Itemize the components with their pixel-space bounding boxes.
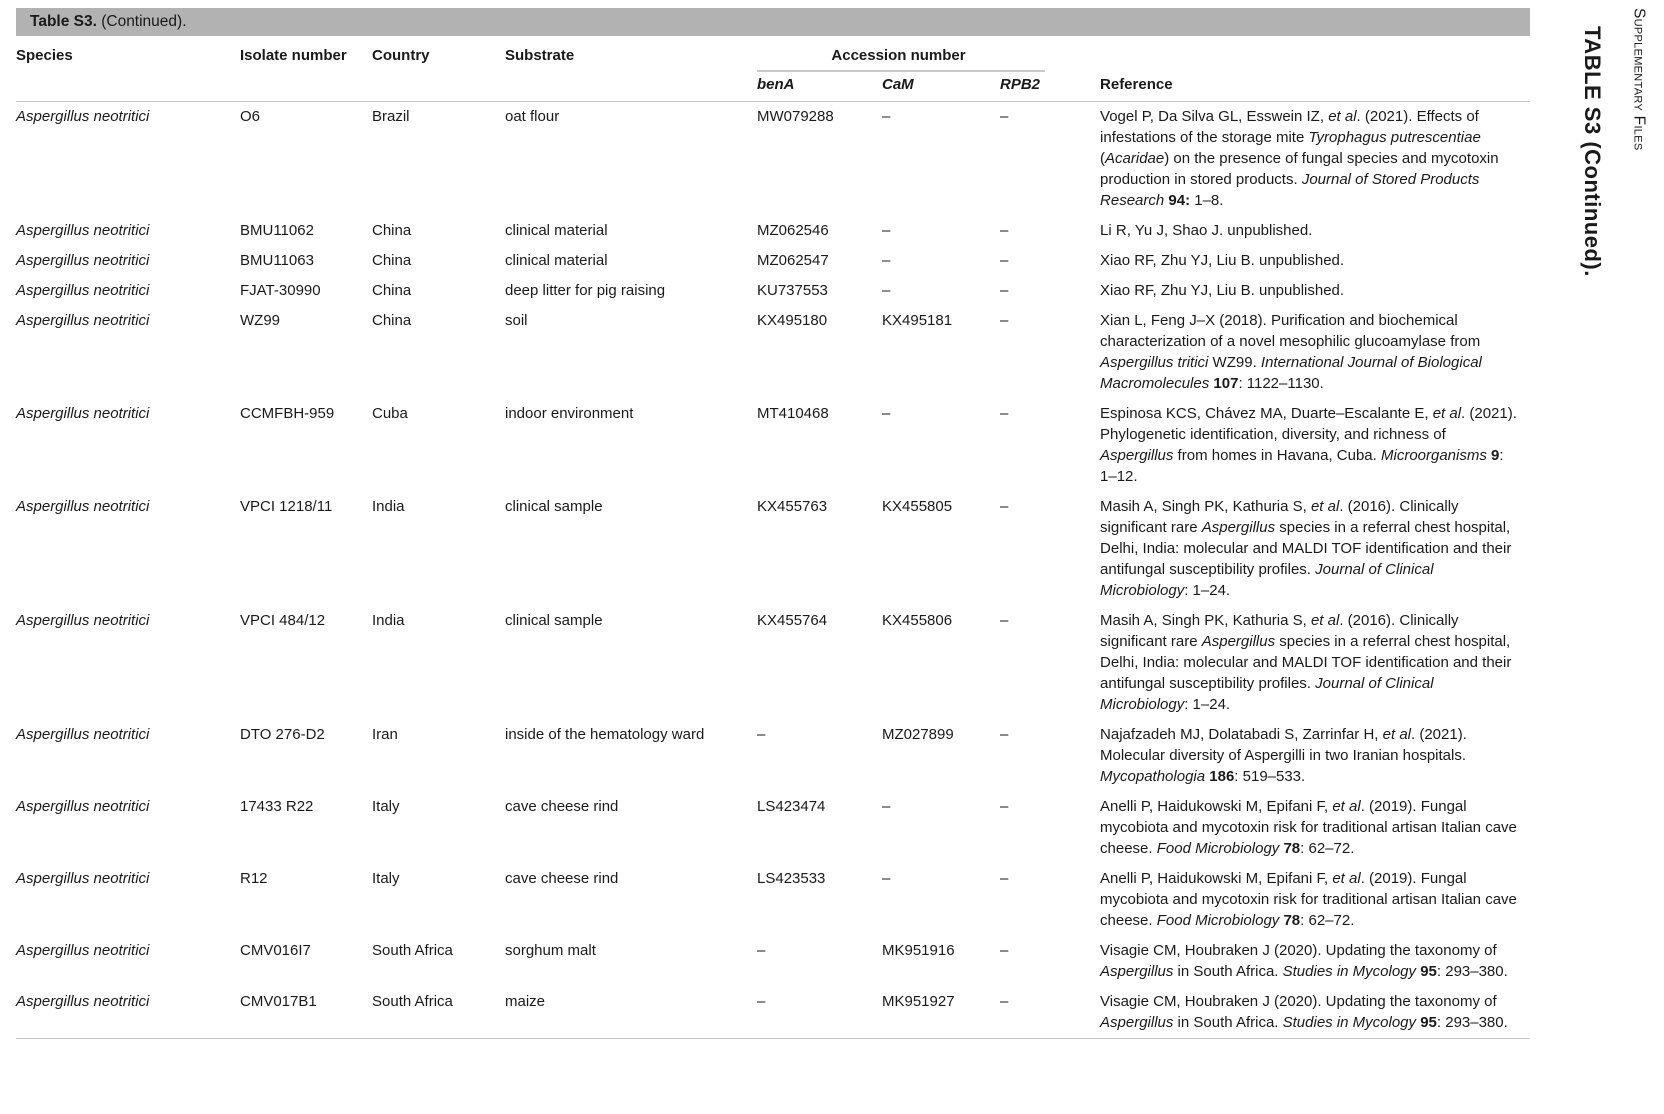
species-cell: Aspergillus neotritici	[16, 498, 150, 515]
country-cell: South Africa	[372, 942, 453, 959]
column-header-substrate: Substrate	[505, 36, 757, 102]
RPB2-accession-cell: –	[1000, 870, 1009, 887]
country-cell: Italy	[372, 798, 400, 815]
table-body	[16, 102, 1530, 1039]
benA-accession-cell: KX495180	[757, 312, 828, 329]
RPB2-accession-cell: –	[1000, 252, 1009, 269]
CaM-accession-cell: MK951916	[882, 942, 955, 959]
species-cell: Aspergillus neotritici	[16, 222, 150, 239]
substrate-cell: oat flour	[505, 108, 560, 125]
reference-cell: Li R, Yu J, Shao J. unpublished.	[1100, 222, 1313, 239]
isolate-number-cell: CMV016I7	[240, 942, 311, 959]
isolate-number-cell: 17433 R22	[240, 798, 314, 815]
reference-cell: Visagie CM, Houbraken J (2020). Updating the taxonomy of Aspergillus in South Africa. Studies in Mycology 95: 293–380.	[1100, 942, 1508, 980]
benA-accession-cell: KX455763	[757, 498, 828, 515]
substrate-cell: inside of the hematology ward	[505, 726, 705, 743]
species-cell: Aspergillus neotritici	[16, 312, 150, 329]
CaM-accession-cell: –	[882, 108, 891, 125]
table-row	[16, 276, 1530, 306]
table-row	[16, 399, 1530, 492]
isolate-number-cell: BMU11063	[240, 252, 314, 269]
column-header-reference: Reference	[1100, 36, 1530, 102]
substrate-cell: clinical material	[505, 252, 608, 269]
table-row	[16, 987, 1530, 1039]
CaM-accession-cell: MZ027899	[882, 726, 954, 743]
species-cell: Aspergillus neotritici	[16, 993, 150, 1010]
substrate-cell: cave cheese rind	[505, 870, 619, 887]
benA-accession-cell: –	[757, 942, 766, 959]
CaM-accession-cell: KX455805	[882, 498, 953, 515]
RPB2-accession-cell: –	[1000, 612, 1009, 629]
column-header-RPB2: RPB2	[1000, 72, 1100, 102]
species-cell: Aspergillus neotritici	[16, 282, 150, 299]
accession-group-underline	[757, 70, 1045, 72]
country-cell: India	[372, 498, 405, 515]
column-group-accession-number	[757, 36, 1100, 72]
table-title-bar	[16, 8, 1530, 36]
table-row	[16, 864, 1530, 936]
benA-accession-cell: –	[757, 726, 766, 743]
RPB2-accession-cell: –	[1000, 993, 1009, 1010]
CaM-accession-cell: –	[882, 282, 891, 299]
table-title-continued: (Continued).	[96, 13, 187, 30]
reference-cell: Xiao RF, Zhu YJ, Liu B. unpublished.	[1100, 252, 1345, 269]
substrate-cell: cave cheese rind	[505, 798, 619, 815]
column-header-isolate-number: Isolate number	[240, 36, 372, 102]
CaM-accession-cell: –	[882, 405, 891, 422]
isolate-number-cell: VPCI 1218/11	[240, 498, 333, 515]
CaM-accession-cell: –	[882, 222, 891, 239]
supplementary-table-section	[16, 8, 1530, 1039]
table-row	[16, 216, 1530, 246]
species-cell: Aspergillus neotritici	[16, 726, 150, 743]
country-cell: China	[372, 282, 412, 299]
benA-accession-cell: MZ062546	[757, 222, 829, 239]
table-row	[16, 102, 1530, 217]
reference-cell: Espinosa KCS, Chávez MA, Duarte–Escalante E, et al. (2021). Phylogenetic identification, diversity, and richness of Aspergillus from homes in Havana, Cuba. Microorganisms 9: 1–12.	[1100, 405, 1517, 485]
isolate-number-cell: FJAT-30990	[240, 282, 321, 299]
isolate-number-cell: WZ99	[240, 312, 281, 329]
RPB2-accession-cell: –	[1000, 108, 1009, 125]
substrate-cell: sorghum malt	[505, 942, 596, 959]
species-cell: Aspergillus neotritici	[16, 612, 150, 629]
species-cell: Aspergillus neotritici	[16, 798, 150, 815]
table-row	[16, 606, 1530, 720]
country-cell: Italy	[372, 870, 400, 887]
species-table	[16, 36, 1530, 1039]
sidebar-table-title: TABLE S3 (Continued).	[1579, 26, 1605, 277]
CaM-accession-cell: –	[882, 870, 891, 887]
species-cell: Aspergillus neotritici	[16, 252, 150, 269]
substrate-cell: soil	[505, 312, 528, 329]
country-cell: China	[372, 252, 412, 269]
substrate-cell: clinical material	[505, 222, 608, 239]
substrate-cell: indoor environment	[505, 405, 634, 422]
substrate-cell: deep litter for pig raising	[505, 282, 666, 299]
table-row	[16, 492, 1530, 606]
RPB2-accession-cell: –	[1000, 498, 1009, 515]
country-cell: Iran	[372, 726, 398, 743]
species-cell: Aspergillus neotritici	[16, 942, 150, 959]
isolate-number-cell: VPCI 484/12	[240, 612, 326, 629]
accession-number-label: Accession number	[831, 47, 966, 64]
CaM-accession-cell: –	[882, 798, 891, 815]
sidebar-supplementary-files-label: Supplementary Files	[1630, 8, 1648, 151]
isolate-number-cell: DTO 276-D2	[240, 726, 325, 743]
column-header-CaM: CaM	[882, 72, 1000, 102]
isolate-number-cell: BMU11062	[240, 222, 314, 239]
isolate-number-cell: R12	[240, 870, 268, 887]
reference-cell: Vogel P, Da Silva GL, Esswein IZ, et al. (2021). Effects of infestations of the storage mite Tyrophagus putrescentiae (Acaridae) on the presence of fungal species and mycotoxin production in stored products. Journal of Stored Products Research 94: 1–8.	[1100, 108, 1499, 209]
table-row	[16, 792, 1530, 864]
country-cell: South Africa	[372, 993, 453, 1010]
species-cell: Aspergillus neotritici	[16, 870, 150, 887]
column-header-species: Species	[16, 36, 240, 102]
benA-accession-cell: KU737553	[757, 282, 828, 299]
country-cell: China	[372, 222, 412, 239]
reference-cell: Anelli P, Haidukowski M, Epifani F, et al. (2019). Fungal mycobiota and mycotoxin risk for traditional artisan Italian cave cheese. Food Microbiology 78: 62–72.	[1100, 870, 1517, 929]
benA-accession-cell: LS423533	[757, 870, 826, 887]
CaM-accession-cell: –	[882, 252, 891, 269]
species-cell: Aspergillus neotritici	[16, 108, 150, 125]
RPB2-accession-cell: –	[1000, 405, 1009, 422]
RPB2-accession-cell: –	[1000, 282, 1009, 299]
RPB2-accession-cell: –	[1000, 942, 1009, 959]
benA-accession-cell: KX455764	[757, 612, 828, 629]
RPB2-accession-cell: –	[1000, 726, 1009, 743]
substrate-cell: clinical sample	[505, 498, 603, 515]
reference-cell: Xiao RF, Zhu YJ, Liu B. unpublished.	[1100, 282, 1345, 299]
table-row	[16, 720, 1530, 792]
country-cell: China	[372, 312, 412, 329]
substrate-cell: maize	[505, 993, 546, 1010]
reference-cell: Visagie CM, Houbraken J (2020). Updating the taxonomy of Aspergillus in South Africa. Studies in Mycology 95: 293–380.	[1100, 993, 1508, 1031]
CaM-accession-cell: KX495181	[882, 312, 953, 329]
benA-accession-cell: –	[757, 993, 766, 1010]
column-header-benA: benA	[757, 72, 882, 102]
isolate-number-cell: O6	[240, 108, 261, 125]
table-row	[16, 936, 1530, 987]
country-cell: Cuba	[372, 405, 408, 422]
country-cell: India	[372, 612, 405, 629]
species-cell: Aspergillus neotritici	[16, 405, 150, 422]
RPB2-accession-cell: –	[1000, 312, 1009, 329]
table-row	[16, 246, 1530, 276]
column-header-country: Country	[372, 36, 505, 102]
reference-cell: Masih A, Singh PK, Kathuria S, et al. (2016). Clinically significant rare Aspergillus species in a referral chest hospital, Delhi, India: molecular and MALDI TOF identification and their antifungal susceptibility profiles. Journal of Clinical Microbiology: 1–24.	[1100, 498, 1512, 599]
table-header	[16, 36, 1530, 102]
reference-cell: Najafzadeh MJ, Dolatabadi S, Zarrinfar H, et al. (2021). Molecular diversity of Aspergilli in two Iranian hospitals. Mycopathologia 186: 519–533.	[1100, 726, 1467, 785]
CaM-accession-cell: MK951927	[882, 993, 955, 1010]
table-row	[16, 306, 1530, 399]
benA-accession-cell: MT410468	[757, 405, 829, 422]
isolate-number-cell: CMV017B1	[240, 993, 317, 1010]
benA-accession-cell: MW079288	[757, 108, 834, 125]
CaM-accession-cell: KX455806	[882, 612, 953, 629]
reference-cell: Masih A, Singh PK, Kathuria S, et al. (2016). Clinically significant rare Aspergillus species in a referral chest hospital, Delhi, India: molecular and MALDI TOF identification and their antifungal susceptibility profiles. Journal of Clinical Microbiology: 1–24.	[1100, 612, 1512, 713]
isolate-number-cell: CCMFBH-959	[240, 405, 335, 422]
table-title: Table S3.	[30, 13, 97, 30]
RPB2-accession-cell: –	[1000, 798, 1009, 815]
benA-accession-cell: LS423474	[757, 798, 826, 815]
substrate-cell: clinical sample	[505, 612, 603, 629]
reference-cell: Xian L, Feng J–X (2018). Purification and biochemical characterization of a novel mesophilic glucoamylase from Aspergillus tritici WZ99. International Journal of Biological Macromolecules 107: 1122–1130.	[1100, 312, 1482, 392]
RPB2-accession-cell: –	[1000, 222, 1009, 239]
country-cell: Brazil	[372, 108, 410, 125]
reference-cell: Anelli P, Haidukowski M, Epifani F, et al. (2019). Fungal mycobiota and mycotoxin risk for traditional artisan Italian cave cheese. Food Microbiology 78: 62–72.	[1100, 798, 1517, 857]
benA-accession-cell: MZ062547	[757, 252, 829, 269]
